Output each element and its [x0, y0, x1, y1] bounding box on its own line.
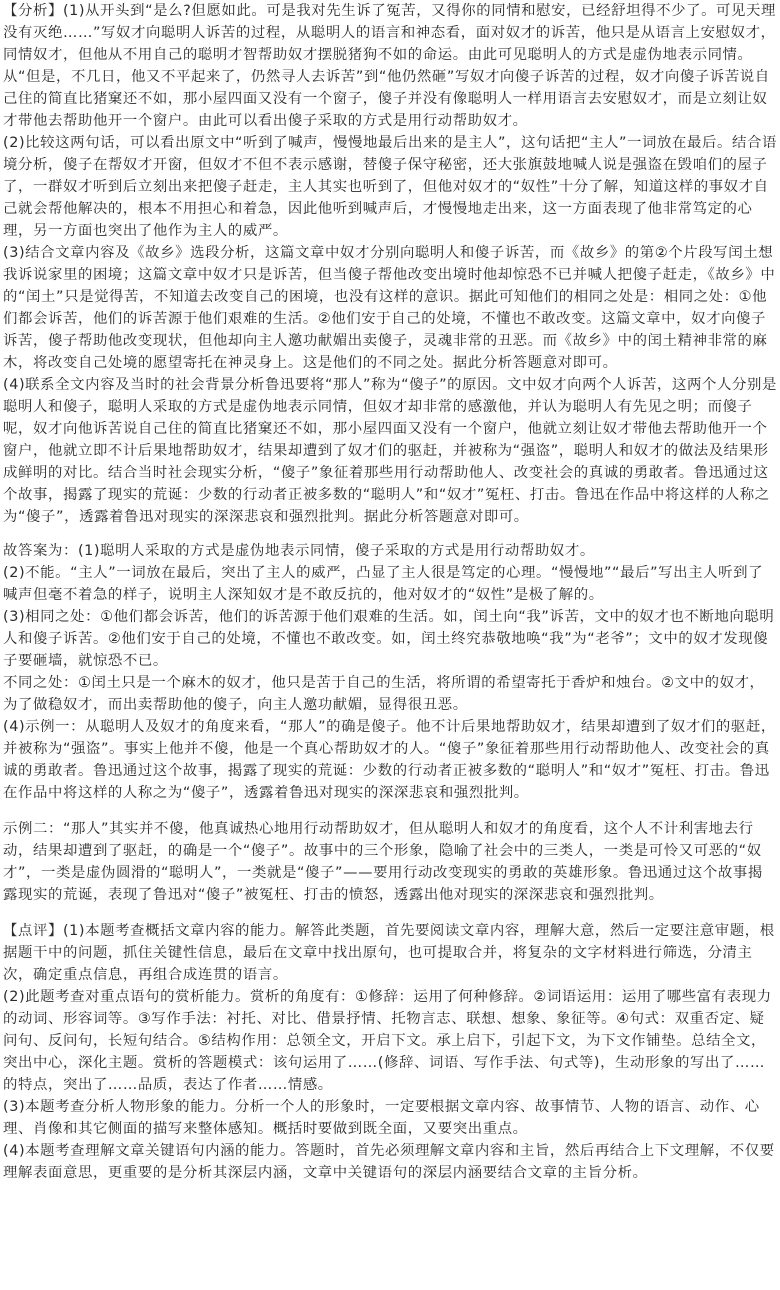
answer-paragraph-1: 故答案为：(1)聪明人采取的方式是虚伪地表示同情，傻子采取的方式是用行动帮助奴才。 [3, 543, 595, 559]
comment-paragraph-2: (2)此题考查对重点语句的赏析能力。赏析的角度有：①修辞：运用了何种修辞。②词语运用：运用了哪些富有表现力的动词、形容词等。③写作手法：衬托、对比、借景抒情、托物言志、联想、想象、象征等。④句式：双重否定、疑问句、反问句，长短句结合。⑤结构作用：总领全文，开启下文。承上启下，引起下文，为下文作铺垫。总结全文，突出中心，深化主题。赏析的答题模式：该句运用了……(修辞、词语、写作手法、句式等)，生动形象的写出了……的特点，突出了……品质，表达了作者……情感。 [3, 989, 772, 1093]
spacer [3, 804, 777, 818]
answer-paragraph-6: 示例二：“那人”其实并不傻，他真诚热心地用行动帮助奴才，但从聪明人和奴才的角度看，这个人不计利害地去行动，结果却遭到了驱赶，的确是一个“傻子”。故事中的三个形象，隐喻了社会中的三类人，一类是可怜又可恶的“奴才”，一类是虚伪圆滑的“聪明人”，一类就是“傻子”——要用行动改变现实的勇敢的英雄形象。鲁迅通过这个故事揭露现实的荒诞，表现了鲁迅对“傻子”被冤枉、打击的愤怒，透露出他对现实的深深悲哀和强烈批判。 [3, 821, 763, 903]
analysis-paragraph-4: (4)联系全文内容及当时的社会背景分析鲁迅要将“那人”称为“傻子”的原因。文中奴才向两个人诉苦，这两个人分别是聪明人和傻子，聪明人采取的方式是虚伪地表示同情，但奴才却非常的感激他，并认为聪明人有先见之明；而傻子呢，奴才向他诉苦说自己住的简直比猪窠还不如，那小屋四面又没有一个窗户，他就立刻让奴才带他去帮助他开一个窗户，他就立即不计后果地帮助奴才，结果却遭到了奴才们的驱赶，并被称为“强盗”，聪明人和奴才的做法及结果形成鲜明的对比。结合当时社会现实分析，“傻子”象征着那些用行动帮助他人、改变社会的真诚的勇敢者。鲁迅通过这个故事，揭露了现实的荒诞：少数的行动者正被多数的“聪明人”和“奴才”冤枉、打击。鲁迅在作品中将这样的人称之为“傻子”，透露着鲁迅对现实的深深悲哀和强烈批判。据此分析答题意对即可。 [3, 377, 777, 525]
answer-paragraph-2: (2)不能。“主人”一词放在最后，突出了主人的威严，凸显了主人很是笃定的心理。“慢慢地”“最后”写出主人听到了喊声但毫不着急的样子，说明主人深知奴才是不敢反抗的，他对奴才的“奴性”是极了解的。 [3, 565, 764, 603]
spacer [3, 906, 777, 920]
analysis-paragraph-3: (3)结合文章内容及《故乡》选段分析，这篇文章中奴才分别向聪明人和傻子诉苦，而《故乡》的第②个片段写闰土想我诉说家里的困境；这篇文章中奴才只是诉苦，但当傻子帮他改变出境时他却惊恐不已并喊人把傻子赶走，《故乡》中的“闰土”只是觉得苦，不知道去改变自己的困境，也没有这样的意识。据此可知他们的相同之处是：相同之处：①他们都会诉苦，他们的诉苦源于他们艰难的生活。②他们安于自己的处境，不懂也不敢改变。这篇文章中，奴才向傻子诉苦，傻子帮助他改变现状，但他却向主人邀功献媚出卖傻子，灵魂非常的丑恶。而《故乡》中的闰土精神非常的麻木，将改变自己处境的愿望寄托在神灵身上。这是他们的不同之处。据此分析答题意对即可。 [3, 245, 776, 371]
analysis-section [3, 0, 777, 528]
answer-section [3, 540, 777, 906]
comment-paragraph-3: (3)本题考查分析人物形象的能力。分析一个人的形象时，一定要根据文章内容、故事情节、人物的语言、动作、心理、肖像和其它侧面的描写来整体感知。概括时要做到既全面，又要突出重点。 [3, 1099, 760, 1137]
comment-paragraph-1: 【点评】(1)本题考查概括文章内容的能力。解答此类题，首先要阅读文章内容，理解大意，然后一定要注意审题，根据题干中的问题，抓住关键性信息，最后在文章中找出原句，也可提取合并，将复杂的文字材料进行筛选，分清主次，确定重点信息，再组合成连贯的语言。 [3, 923, 775, 983]
analysis-paragraph-2: (2)比较这两句话，可以看出原文中“听到了喊声，慢慢地最后出来的是主人”，这句话把“主人”一词放在最后。结合语境分析，傻子在帮奴才开窗，但奴才不但不表示感谢，替傻子保守秘密，还大张旗鼓地喊人说是强盗在毁咱们的屋子了，一群奴才听到后立刻出来把傻子赶走，主人其实也听到了，但他对奴才的“奴性”十分了解，知道这样的事奴才自己就会帮他解决的，根本不用担心和着急，因此他听到喊声后，才慢慢地走出来，这一方面表现了他非常笃定的心理，另一方面也突出了他作为主人的威严。 [3, 135, 777, 239]
comment-section [3, 920, 777, 1184]
analysis-paragraph-1: 【分析】(1)从开头到“是么?但愿如此。可是我对先生诉了冤苦，又得你的同情和慰安，已经舒坦得不少了。可见天理没有灭绝……”写奴才向聪明人诉苦的过程，从聪明人的语言和神态看，面对奴才的诉苦，他只是从语言上安慰奴才，同情奴才，但他从不用自己的聪明才智帮助奴才摆脱猪狗不如的命运。由此可见聪明人的方式是虚伪地表示同情。从“但是，不几日，他又不平起来了，仍然寻人去诉苦”到“他仍然砸”写奴才向傻子诉苦的过程，奴才向傻子诉苦说自己住的简直比猪窠还不如，那小屋四面又没有一个窗子，傻子并没有像聪明人一样用语言去安慰奴才，而是立刻让奴才带他去帮助他开一个窗户。由此可以看出傻子采取的方式是用行动帮助奴才。 [3, 3, 777, 129]
answer-paragraph-5: (4)示例一：从聪明人及奴才的角度来看，“那人”的确是傻子。他不计后果地帮助奴才，结果却遭到了奴才们的驱赶，并被称为“强盗”。事实上他并不傻，他是一个真心帮助奴才的人。“傻子”象征着那些用行动帮助他人、改变社会的真诚的勇敢者。鲁迅通过这个故事，揭露了现实的荒诞：少数的行动者正被多数的“聪明人”和“奴才”冤枉、打击。鲁迅在作品中将这样的人称之为“傻子”，透露着鲁迅对现实的深深悲哀和强烈批判。 [3, 719, 776, 801]
answer-paragraph-3: (3)相同之处：①他们都会诉苦，他们的诉苦源于他们艰难的生活。如，闰土向“我”诉苦，文中的奴才也不断地向聪明人和傻子诉苦。②他们安于自己的处境，不懂也不敢改变。如，闰土终究恭敬地唤“我”为“老爷”；文中的奴才发现傻子要砸墙，就惊恐不已。 [3, 609, 775, 669]
comment-paragraph-4: (4)本题考查理解文章关键语句内涵的能力。答题时，首先必须理解文章内容和主旨，然后再结合上下文理解，不仅要理解表面意思，更重要的是分析其深层内涵，文章中关键语句的深层内涵要结合文章的主旨分析。 [3, 1143, 775, 1181]
answer-paragraph-4: 不同之处：①闰土只是一个麻木的奴才，他只是苦于自己的生活，将所谓的希望寄托于香炉和烛台。②文中的奴才，为了做稳奴才，而出卖帮助他的傻子，向主人邀功献媚，显得很丑恶。 [3, 675, 765, 713]
spacer [3, 528, 777, 540]
